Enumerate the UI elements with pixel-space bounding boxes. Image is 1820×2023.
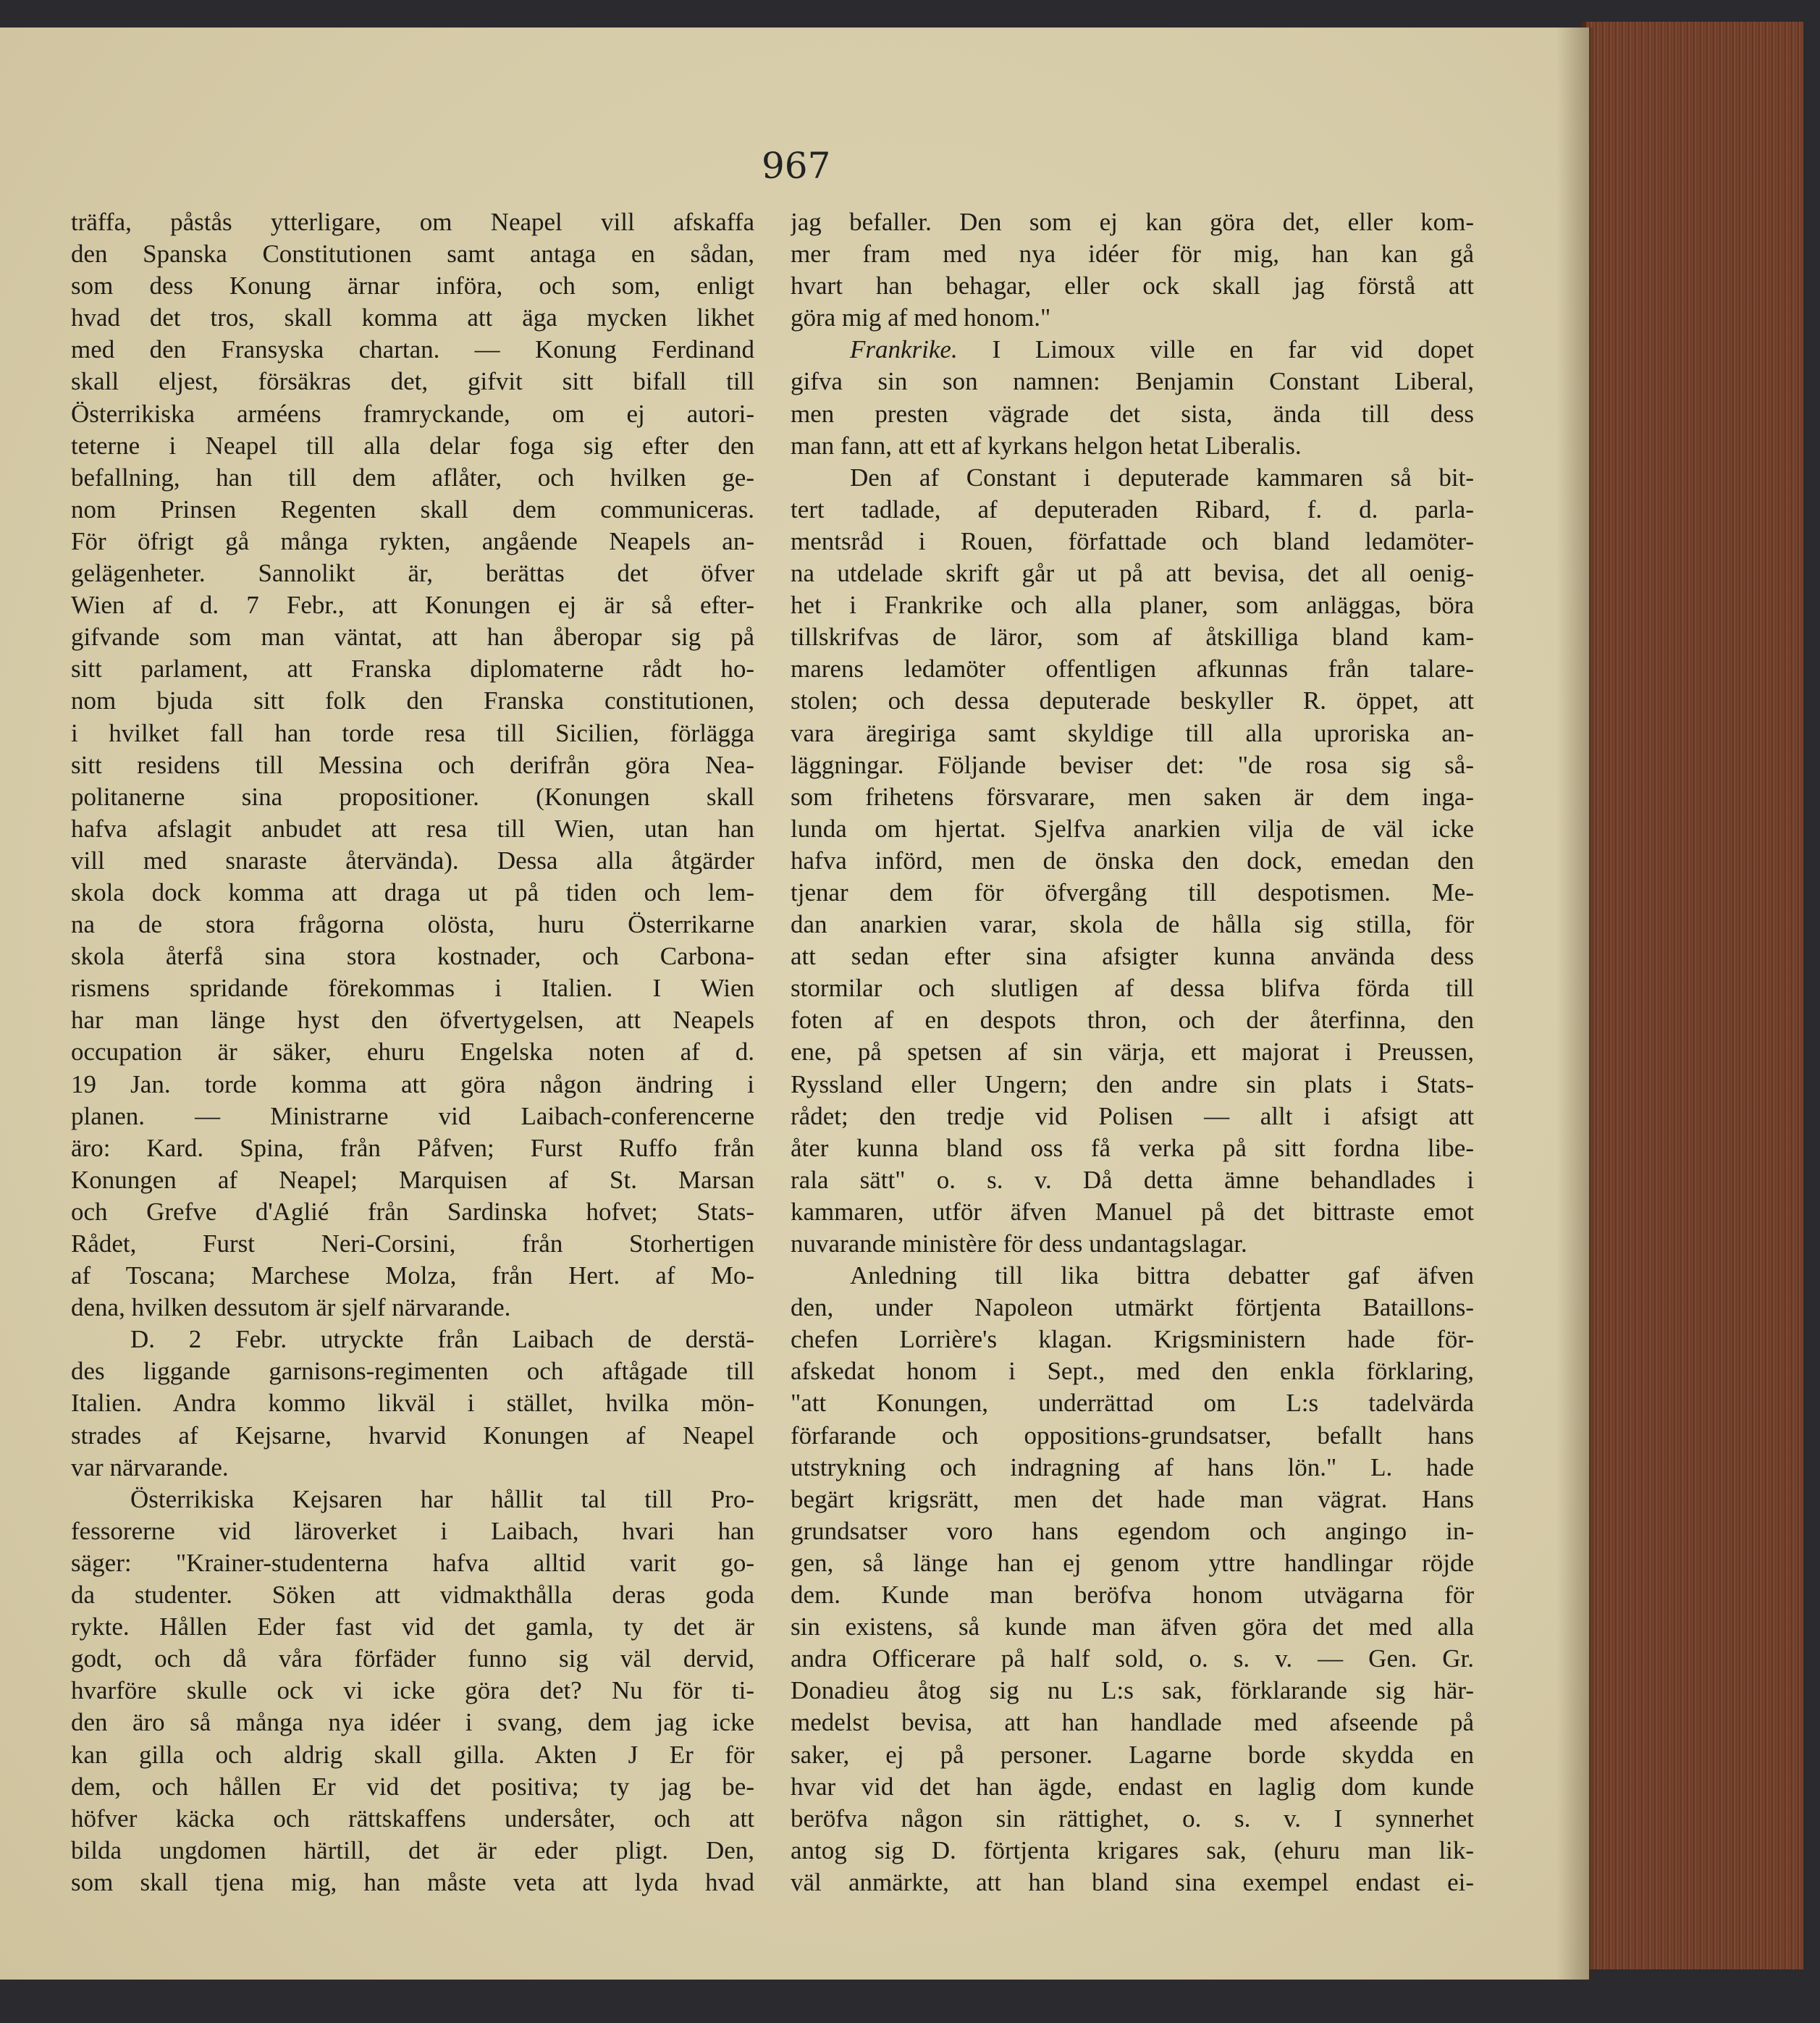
text-line: tert tadlade, af deputeraden Ribard, f. d. parla- — [791, 495, 1474, 523]
text-line: kammaren, utför äfven Manuel på det bittraste emot — [791, 1197, 1474, 1226]
text-line: i hvilket fall han torde resa till Sicilien, förlägga — [71, 718, 754, 747]
text-line: grundsatser voro hans egendom och angingo in- — [791, 1516, 1474, 1545]
text-line: occupation är säker, ehuru Engelska noten af d. — [71, 1038, 754, 1067]
text-line: göra mig af med honom." — [791, 303, 1051, 332]
text-line: äro: Kard. Spina, från Påfven; Furst Ruffo från — [71, 1133, 754, 1162]
text-line: afskedat honom i Sept., med den enkla förklaring, — [791, 1357, 1474, 1386]
text-line: förfarande och oppositions-grundsatser, befallt hans — [791, 1421, 1474, 1450]
text-line: man fann, att ett af kyrkans helgon hetat Liberalis. — [791, 431, 1302, 460]
text-line: D. 2 Febr. utryckte från Laibach de derstä- — [130, 1325, 754, 1354]
text-line: hvar vid det han ägde, endast en laglig dom kunde — [791, 1772, 1474, 1801]
text-line: hafva afslagit anbudet att resa till Wien, utan han — [71, 814, 754, 843]
text-line: hvart han behagar, eller ock skall jag förstå att — [791, 272, 1474, 300]
text-line: strades af Kejsarne, hvarvid Konungen af Neapel — [71, 1421, 754, 1450]
text-line: hvarföre skulle ock vi icke göra det? Nu för ti- — [71, 1676, 754, 1705]
text-line: hvad det tros, skall komma att äga mycken likhet — [71, 303, 754, 332]
text-line: beröfva någon sin rättighet, o. s. v. I synnerhet — [791, 1804, 1474, 1833]
text-line: hafva införd, men de önska den dock, emedan den — [791, 846, 1474, 875]
text-line: läggningar. Följande beviser det: "de rosa sig så- — [791, 750, 1474, 779]
text-line: med den Fransyska chartan. — Konung Ferdinand — [71, 335, 754, 364]
left-text-column — [71, 206, 754, 1898]
text-line: Italien. Andra kommo likväl i stället, hvilka mön- — [71, 1389, 754, 1418]
text-line: utstrykning och indragning af hans lön." L. hade — [791, 1452, 1474, 1481]
text-line: da studenter. Söken att vidmakthålla deras goda — [71, 1581, 754, 1610]
text-line: marens ledamöter offentligen afkunnas från talare- — [791, 655, 1474, 684]
text-line: höfver käcka och rättskaffens undersåter, och att — [71, 1804, 754, 1833]
text-line: lunda om hjertat. Sjelfva anarkien vilja de väl icke — [791, 814, 1474, 843]
text-line: chefen Lorrière's klagan. Krigsministern hade för- — [791, 1325, 1474, 1354]
text-line: saker, ej på personer. Lagarne borde skydda en — [791, 1740, 1474, 1769]
text-line: skola dock komma att draga ut på tiden och lem- — [71, 878, 754, 907]
text-line: bilda ungdomen härtill, det är eder pligt. Den, — [71, 1835, 754, 1864]
text-line: men presten vägrade det sista, ända till dess — [791, 399, 1474, 428]
text-line: som skall tjena mig, han måste veta att lyda hvad — [71, 1867, 754, 1896]
text-line: För öfrigt gå många rykten, angående Neapels an- — [71, 526, 754, 555]
text-line: den äro så många nya idéer i svang, dem jag icke — [71, 1708, 754, 1737]
text-line: dem, och hållen Er vid det positiva; ty jag be- — [71, 1772, 754, 1801]
text-line: Ryssland eller Ungern; den andre sin plats i Stats- — [791, 1069, 1474, 1098]
text-line: sitt residens till Messina och derifrån göra Nea- — [71, 750, 754, 779]
text-line: nom Prinsen Regenten skall dem communiceras. — [71, 495, 754, 523]
text-line: jag befaller. Den som ej kan göra det, eller kom- — [791, 208, 1474, 236]
text-line: Österrikiska Kejsaren har hållit tal till Pro- — [130, 1484, 754, 1513]
text-line: stolen; och dessa deputerade beskyller R. öppet, att — [791, 686, 1474, 715]
text-line: rismens spridande förekommas i Italien. I Wien — [71, 974, 754, 1003]
text-line: dena, hvilken dessutom är sjelf närvarande. — [71, 1293, 511, 1322]
text-line: Anledning till lika bittra debatter gaf äfven — [850, 1261, 1474, 1290]
text-line: fessorerne vid läroverket i Laibach, hvari han — [71, 1516, 754, 1545]
text-line: befallning, han till dem aflåter, och hvilken ge- — [71, 463, 754, 492]
text-line: var närvarande. — [71, 1452, 229, 1481]
text-line: rykte. Hållen Eder fast vid det gamla, ty det är — [71, 1612, 754, 1641]
text-line: gifvande som man väntat, att han åberopar sig på — [71, 623, 754, 652]
text-line: politanerne sina propositioner. (Konungen skall — [71, 782, 754, 811]
text-line: Konungen af Neapel; Marquisen af St. Marsan — [71, 1165, 754, 1194]
text-line: dan anarkien varar, skola de hålla sig stilla, för — [791, 910, 1474, 939]
text-line: Den af Constant i deputerade kammaren så bit- — [850, 463, 1474, 492]
book-page-edges — [1582, 22, 1803, 1969]
text-line: dem. Kunde man beröfva honom utvägarna för — [791, 1581, 1474, 1610]
text-line: sitt parlament, att Franska diplomaterne rådt ho- — [71, 655, 754, 684]
text-line: vara äregiriga samt skyldige till alla uproriska an- — [791, 718, 1474, 747]
text-line: åter kunna bland oss få verka på sitt fordna libe- — [791, 1133, 1474, 1162]
text-line: att sedan efter sina afsigter kunna använda dess — [791, 942, 1474, 971]
text-line: den, under Napoleon utmärkt förtjenta Bataillons- — [791, 1293, 1474, 1322]
text-line: nuvarande ministère för dess undantagslagar. — [791, 1229, 1247, 1258]
text-line: gifva sin son namnen: Benjamin Constant Liberal, — [791, 367, 1474, 396]
text-line: "att Konungen, underrättad om L:s tadelvärda — [791, 1389, 1474, 1418]
text-line: säger: "Krainer-studenterna hafva alltid varit go- — [71, 1548, 754, 1577]
text-line: har man länge hyst den öfvertygelsen, att Neapels — [71, 1006, 754, 1035]
text-line: Österrikiska arméens framryckande, om ej autori- — [71, 399, 754, 428]
text-line: rådet; den tredje vid Polisen — allt i afsigt att — [791, 1101, 1474, 1130]
text-line: af Toscana; Marchese Molza, från Hert. af Mo- — [71, 1261, 754, 1290]
text-line: sin existens, så kunde man äfven göra det med alla — [791, 1612, 1474, 1641]
text-line: den Spanska Constitutionen samt antaga en sådan, — [71, 240, 754, 269]
text-line: mer fram med nya idéer för mig, han kan gå — [791, 240, 1474, 269]
text-line: stormilar och slutligen af dessa blifva förda till — [791, 974, 1474, 1003]
text-line: 19 Jan. torde komma att göra någon ändring i — [71, 1069, 754, 1098]
text-line: vill med snaraste återvända). Dessa alla åtgärder — [71, 846, 754, 875]
text-line: gelägenheter. Sannolikt är, berättas det öfver — [71, 559, 754, 588]
text-line: na utdelade skrift går ut på att bevisa, det all oenig- — [791, 559, 1474, 588]
text-line: kan gilla och aldrig skall gilla. Akten J Er för — [71, 1740, 754, 1769]
text-line: Frankrike. I Limoux ville en far vid dopet — [850, 335, 1474, 364]
text-line: begärt krigsrätt, men det hade man vägrat. Hans — [791, 1484, 1474, 1513]
text-line: Rådet, Furst Neri-Corsini, från Storhertigen — [71, 1229, 754, 1258]
text-line: väl anmärkte, att han bland sina exempel endast ei- — [791, 1867, 1474, 1896]
text-line: antog sig D. förtjenta krigares sak, (ehuru man lik- — [791, 1835, 1474, 1864]
text-line: som frihetens försvarare, men saken är dem inga- — [791, 782, 1474, 811]
page-number: 967 — [762, 145, 831, 187]
text-line: skola återfå sina stora kostnader, och Carbona- — [71, 942, 754, 971]
text-line: het i Frankrike och alla planer, som anläggas, böra — [791, 591, 1474, 620]
section-heading: Frankrike. — [850, 335, 958, 364]
text-line: Donadieu åtog sig nu L:s sak, förklarande sig här- — [791, 1676, 1474, 1705]
text-line: tjenar dem för öfvergång till despotismen. Me- — [791, 878, 1474, 907]
text-line: mentsråd i Rouen, författade och bland ledamöter- — [791, 526, 1474, 555]
text-line: gen, så länge han ej genom yttre handlingar röjde — [791, 1548, 1474, 1577]
text-line: nom bjuda sitt folk den Franska constitutionen, — [71, 686, 754, 715]
gutter-shadow — [1556, 28, 1593, 1980]
text-line: som dess Konung ärnar införa, och som, enligt — [71, 272, 754, 300]
text-line: na de stora frågorna olösta, huru Österrikarne — [71, 910, 754, 939]
text-line: och Grefve d'Aglié från Sardinska hofvet; Stats- — [71, 1197, 754, 1226]
text-line: foten af en despots thron, och der återfinna, den — [791, 1006, 1474, 1035]
text-line: godt, och då våra förfäder funno sig väl dervid, — [71, 1644, 754, 1673]
text-line: teterne i Neapel till alla delar foga sig efter den — [71, 431, 754, 460]
text-line: skall eljest, försäkras det, gifvit sitt bifall till — [71, 367, 754, 396]
text-line: planen. — Ministrarne vid Laibach-conferencerne — [71, 1101, 754, 1130]
right-text-column — [791, 206, 1474, 1898]
text-line: des liggande garnisons-regimenten och aftågade till — [71, 1357, 754, 1386]
text-line: rala sätt" o. s. v. Då detta ämne behandlades i — [791, 1165, 1474, 1194]
text-line: andra Officerare på half sold, o. s. v. — Gen. Gr. — [791, 1644, 1474, 1673]
text-line: ene, på spetsen af sin värja, ett majorat i Preussen, — [791, 1038, 1474, 1067]
text-line: Wien af d. 7 Febr., att Konungen ej är så efter- — [71, 591, 754, 620]
text-line: medelst bevisa, att han handlade med afseende på — [791, 1708, 1474, 1737]
text-line: tillskrifvas de läror, som af åtskilliga bland kam- — [791, 623, 1474, 652]
text-line: träffa, påstås ytterligare, om Neapel vill afskaffa — [71, 208, 754, 236]
